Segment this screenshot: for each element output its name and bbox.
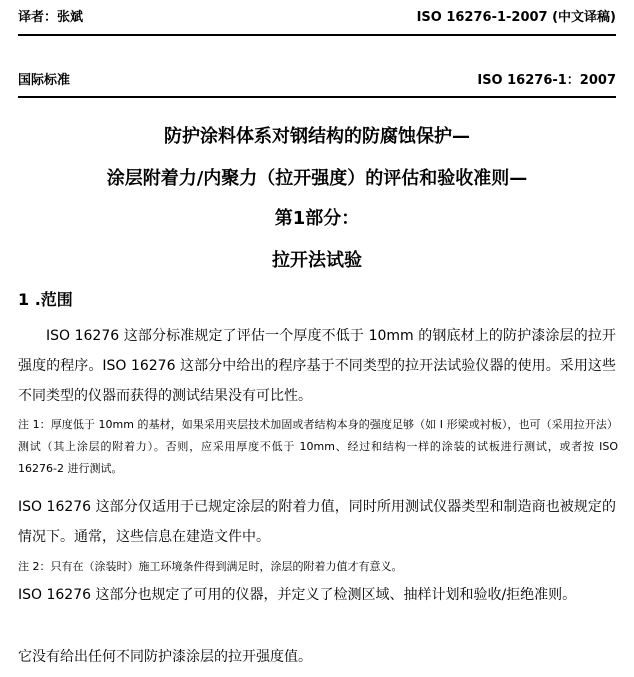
title-line-3: 第1部分： bbox=[274, 208, 360, 229]
title-line-2: 涂层附着力/内聚力（拉开强度）的评估和验收准则— bbox=[106, 168, 528, 189]
scope-paragraph-2: ISO 16276 这部分仅适用于已规定涂层的附着力值，同时所用测试仪器类型和制造商也被规定的情况下。通常，这些信息在建造文件中。 bbox=[18, 499, 616, 545]
title-line-1: 防护涂料体系对钢结构的防腐蚀保护— bbox=[164, 126, 470, 147]
note-1: 注 1：厚度低于 10mm 的基材，如果采用夹层技术加固或者结构本身的强度足够（如 I 形梁或衬板），也可（采用拉开法）测试（其上涂层的附着力）。否则，应采用厚度不低于 10mm、经过和结构一样的涂装的试板进行测试，或者按 ISO 16276-2 进行测试。 bbox=[18, 418, 618, 475]
scope-paragraph-3: ISO 16276 这部分也规定了可用的仪器，并定义了检测区域、抽样计划和验收/拒绝准则。 bbox=[18, 587, 577, 603]
title-line-4: 拉开法试验 bbox=[272, 250, 362, 271]
header-rule bbox=[18, 34, 616, 36]
section-heading: 1 .范围 bbox=[18, 290, 73, 309]
note-2: 注 2：只有在（涂装时）施工环境条件得到满足时，涂层的附着力值才有意义。 bbox=[18, 560, 403, 573]
standard-number: ISO 16276-1：2007 bbox=[477, 73, 616, 88]
standard-rule bbox=[18, 96, 616, 98]
translator-label: 译者：张斌 bbox=[18, 10, 84, 25]
doc-reference: ISO 16276-1-2007 (中文译稿) bbox=[416, 10, 616, 25]
scope-paragraph-4: 它没有给出任何不同防护漆涂层的拉开强度值。 bbox=[18, 649, 312, 665]
category-label: 国际标准 bbox=[18, 73, 71, 88]
scope-paragraph-1: ISO 16276 这部分标准规定了评估一个厚度不低于 10mm 的钢底材上的防护漆涂层的拉开强度的程序。ISO 16276 这部分中给出的程序基于不同类型的拉开法试验仪器的使用。采用这些不同类型的仪器而获得的测试结果没有可比性。 bbox=[18, 328, 616, 404]
